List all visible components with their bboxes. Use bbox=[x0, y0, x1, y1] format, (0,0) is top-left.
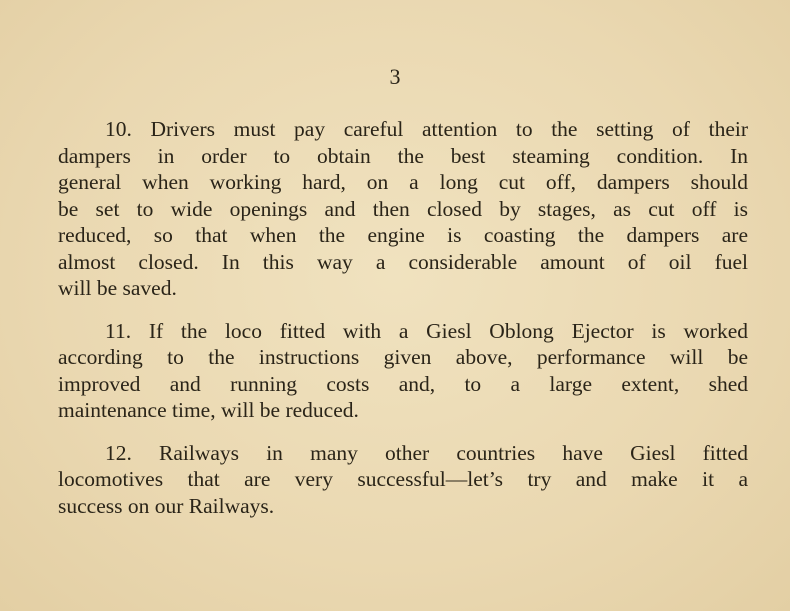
text-line: almost closed. In this way a considerable amount of oil fuel bbox=[58, 249, 748, 274]
text-line: 10. Drivers must pay careful attention to the setting of their bbox=[105, 117, 748, 141]
text-line: locomotives that are very successful—let’s try and make it a bbox=[58, 467, 748, 491]
paragraph-10 bbox=[58, 116, 748, 302]
text-line: reduced, so that when the engine is coasting the dampers are bbox=[58, 223, 748, 247]
text-line: success on our Railways. bbox=[58, 493, 275, 518]
text-line: general when working hard, on a long cut off, dampers should bbox=[58, 170, 748, 194]
text-line: maintenance time, will be reduced. bbox=[58, 398, 359, 422]
text-line: according to the instructions given above, performance will be bbox=[58, 345, 748, 369]
text-line: 11. If the loco fitted with a Giesl Oblong Ejector is worked bbox=[105, 318, 748, 343]
page-number: 3 bbox=[389, 64, 401, 89]
text-line: be set to wide openings and then closed by stages, as cut off is bbox=[58, 196, 748, 221]
paragraph-12 bbox=[58, 440, 748, 520]
text-line: will be saved. bbox=[58, 276, 177, 300]
text-line: improved and running costs and, to a large extent, shed bbox=[58, 371, 748, 396]
text-line: dampers in order to obtain the best steaming condition. In bbox=[58, 143, 748, 168]
body-text bbox=[58, 116, 748, 535]
text-line: 12. Railways in many other countries have Giesl fitted bbox=[105, 440, 748, 465]
paragraph-11 bbox=[58, 318, 748, 424]
